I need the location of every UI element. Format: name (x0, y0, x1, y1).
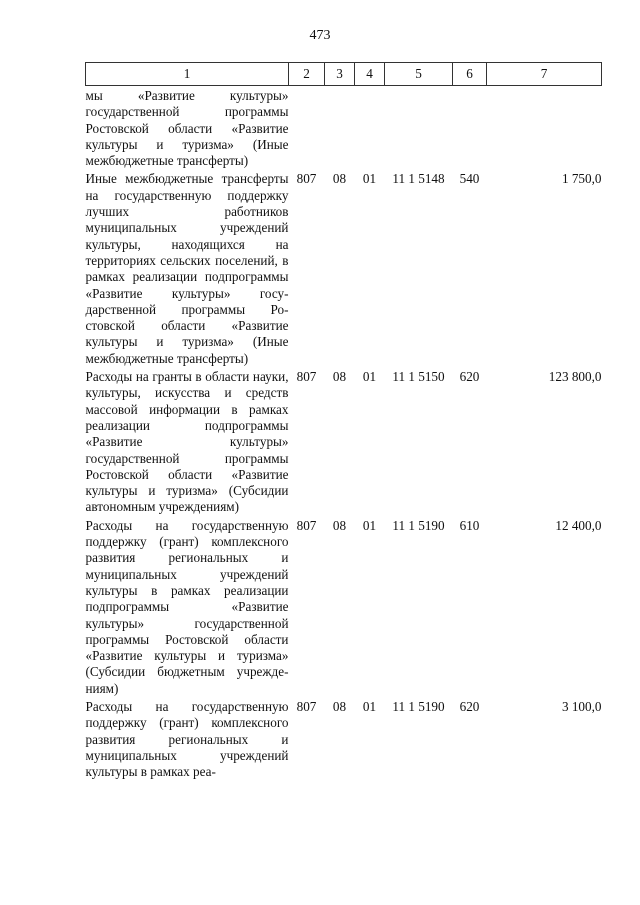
row-subsection-code: 01 (362, 171, 377, 187)
row-expense-type-code: 540 (459, 171, 480, 187)
column-header-4: 4 (355, 63, 385, 86)
row-ministry-code (289, 86, 325, 170)
row-description: Расходы на гранты в области науки, культуры, искусства и средств массовой информации в рамках реализации подпрограммы «Развитие культуры» государственной программы Ростовской области «Развитие культуры и туризма» (Субсидии автономным учреждениям) (85, 369, 289, 515)
row-amount: 12 400,0 (555, 517, 602, 533)
row-section-code: 08 (332, 171, 347, 187)
column-header-7: 7 (487, 63, 602, 86)
row-description: Расходы на государственную поддержку (грант) комплексного развития региональных и муниципальных учреждений культуры в рамках реализации подпрограммы «Развитие культуры» государственной программы Ростовской области «Развитие культуры и туризма» (Субсидии бюджетным учреждениям) (85, 517, 289, 696)
row-description: Иные межбюджетные трансферты на государственную поддержку лучших работников муниципальных учреждений культуры, находящихся на территориях сельских поселений, в рамках реализации подпрограммы «Развитие культуры» государственной программы Ростовской области «Развитие культуры и туризма» (Иные межбюджетные трансферты) (85, 171, 289, 366)
row-ministry-code: 807 (296, 369, 317, 385)
row-section-code (325, 86, 355, 170)
table-row (86, 367, 602, 516)
table-row (86, 516, 602, 697)
row-subsection-code: 01 (362, 698, 377, 714)
table-header-row (86, 63, 602, 86)
row-target-code: 11 1 5190 (392, 698, 445, 714)
row-subsection-code: 01 (362, 517, 377, 533)
row-expense-type-code: 620 (459, 369, 480, 385)
row-target-code (385, 86, 453, 170)
row-amount (487, 86, 602, 170)
row-description: мы «Развитие культуры» государственной программы Ростовской области «Развитие культуры и туризма» (Иные межбюджетные трансферты) (85, 88, 289, 169)
row-description: Расходы на государственную поддержку (грант) комплексного развития региональных и муниципальных учреждений культуры в рамках реа- (85, 698, 289, 780)
budget-table (85, 62, 602, 780)
column-header-2: 2 (289, 63, 325, 86)
row-amount: 3 100,0 (561, 698, 602, 714)
row-target-code: 11 1 5148 (392, 171, 445, 187)
row-amount: 123 800,0 (548, 369, 602, 385)
column-header-5: 5 (385, 63, 453, 86)
row-expense-type-code: 610 (459, 517, 480, 533)
row-subsection-code: 01 (362, 369, 377, 385)
column-header-3: 3 (325, 63, 355, 86)
row-subsection-code (355, 86, 385, 170)
row-amount: 1 750,0 (561, 171, 602, 187)
table-row (86, 697, 602, 780)
row-ministry-code: 807 (296, 698, 317, 714)
row-expense-type-code (453, 86, 487, 170)
row-section-code: 08 (332, 517, 347, 533)
column-header-6: 6 (453, 63, 487, 86)
row-expense-type-code: 620 (459, 698, 480, 714)
row-section-code: 08 (332, 698, 347, 714)
row-target-code: 11 1 5150 (392, 369, 445, 385)
row-ministry-code: 807 (296, 171, 317, 187)
table-row (86, 169, 602, 367)
row-ministry-code: 807 (296, 517, 317, 533)
page-number: 473 (309, 28, 331, 43)
row-section-code: 08 (332, 369, 347, 385)
row-target-code: 11 1 5190 (392, 517, 445, 533)
table-row (86, 86, 602, 170)
column-header-1: 1 (86, 63, 289, 86)
